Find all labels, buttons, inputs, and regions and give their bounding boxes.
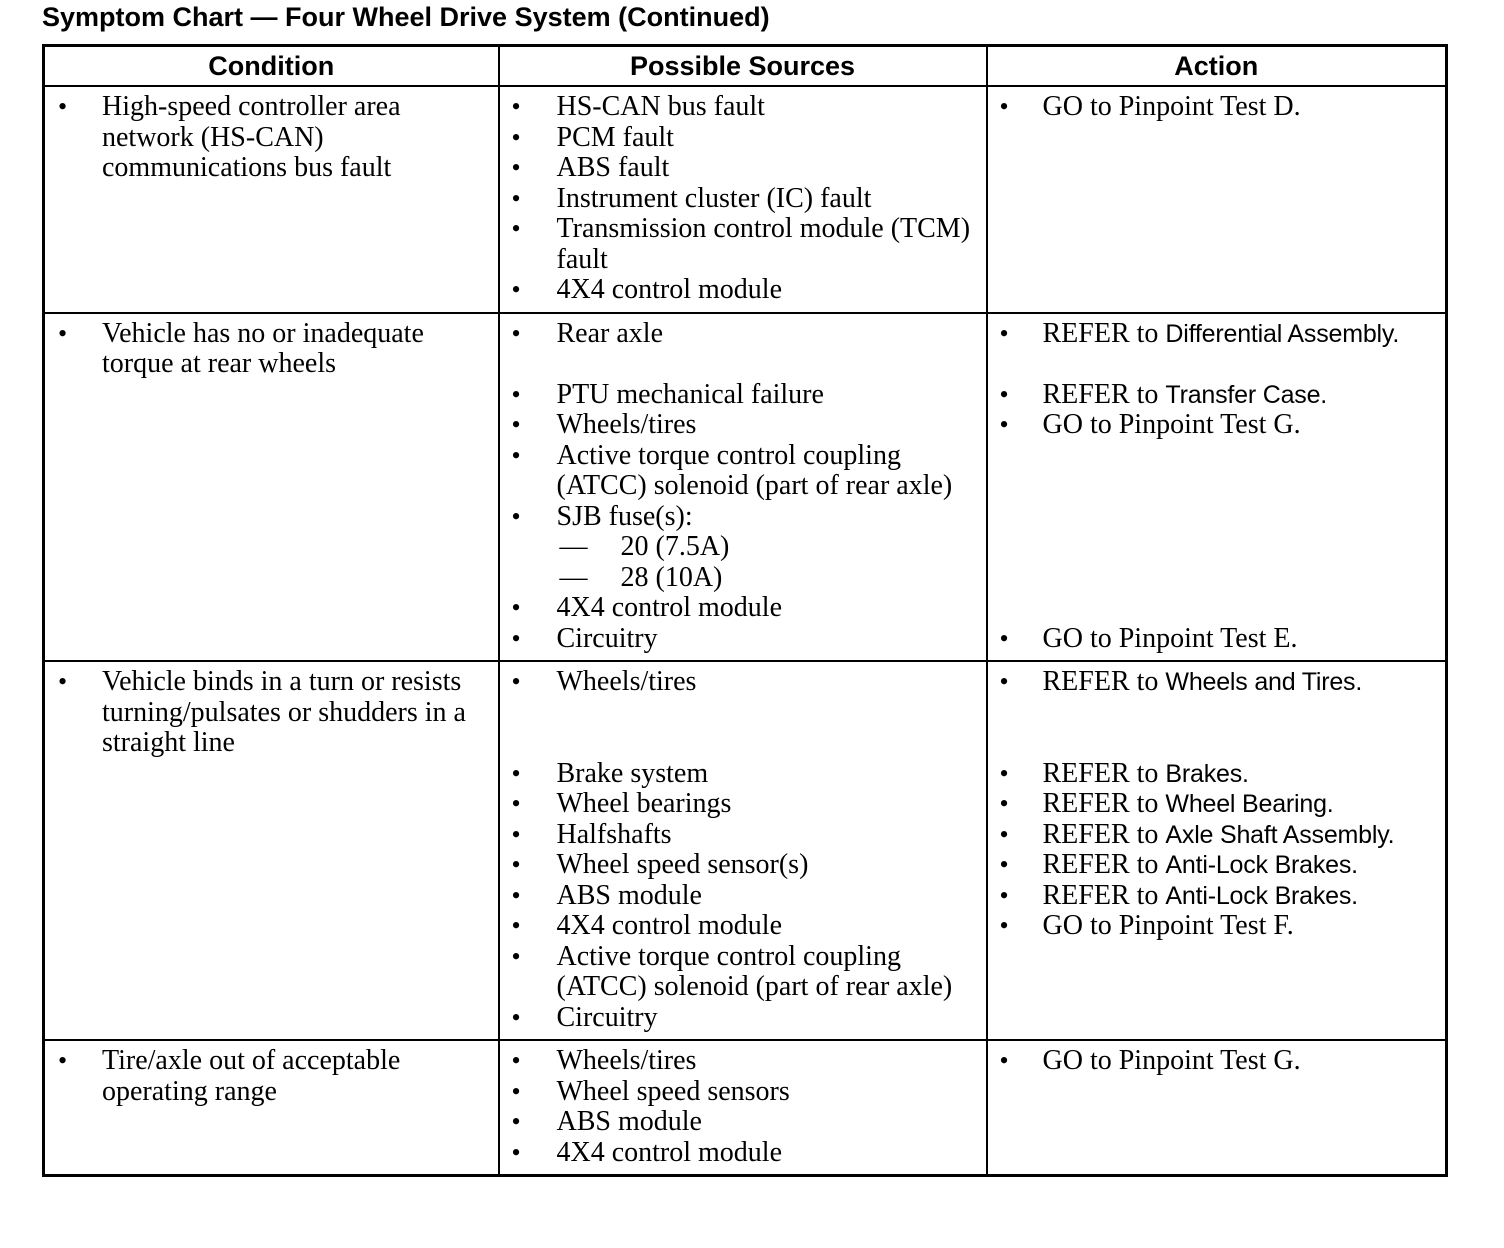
bullet: • (999, 880, 1009, 910)
chart-title: Symptom Chart — Four Wheel Drive System (Continued) (42, 2, 770, 32)
bullet: • (511, 1137, 521, 1167)
source-text: Active torque control coupling (ATCC) solenoid (part of rear axle) (556, 940, 953, 1002)
spacer (988, 349, 1446, 380)
reference-link[interactable]: Differential Assembly. (1165, 319, 1400, 348)
source-text: SJB fuse(s): (556, 500, 693, 532)
source-text: PCM fault (556, 121, 674, 153)
bullet: • (999, 410, 1009, 439)
action-verb: REFER to (1042, 378, 1159, 410)
source-item (500, 153, 986, 184)
condition-item (45, 667, 498, 759)
reference-link[interactable]: Anti-Lock Brakes. (1165, 851, 1358, 879)
action-verb: GO to Pinpoint Test G. (1042, 409, 1301, 440)
bullet: • (511, 667, 521, 696)
action-item (988, 319, 1446, 350)
bullet: • (511, 789, 521, 818)
source-item (500, 820, 986, 851)
bullet: • (999, 819, 1009, 849)
reference-link[interactable]: Brakes. (1165, 759, 1249, 788)
condition-text: High-speed controller area network (HS-CAN) communications bus fault (102, 91, 401, 183)
action-item (988, 850, 1446, 881)
action-cell (987, 1040, 1447, 1176)
action-item (988, 624, 1446, 655)
source-text: Halfshafts (556, 818, 672, 850)
source-text: 20 (7.5A) (620, 531, 730, 562)
table-row (44, 313, 1447, 662)
action-cell (987, 661, 1447, 1040)
header-action: Action (987, 46, 1447, 87)
bullet: • (999, 911, 1009, 940)
bullet: • (999, 92, 1009, 121)
sources-cell (499, 661, 987, 1040)
action-verb: REFER to (1042, 849, 1159, 880)
dash: — (559, 561, 588, 593)
source-item (500, 881, 986, 912)
action-verb: GO to Pinpoint Test D. (1042, 91, 1301, 122)
bullet: • (511, 318, 521, 348)
bullet: • (511, 410, 521, 439)
spacer (500, 698, 986, 759)
bullet: • (511, 153, 521, 182)
condition-cell (44, 1040, 499, 1176)
source-text: PTU mechanical failure (556, 378, 824, 410)
bullet: • (511, 214, 521, 243)
action-item (988, 380, 1446, 411)
bullet: • (511, 183, 521, 213)
action-item (988, 759, 1446, 790)
source-item (500, 410, 986, 441)
bullet: • (999, 850, 1009, 879)
source-text: 4X4 control module (556, 910, 783, 941)
source-text: Circuitry (556, 622, 658, 654)
action-item (988, 911, 1446, 942)
condition-item (45, 1046, 498, 1107)
bullet: • (511, 880, 521, 910)
table-row (44, 86, 1447, 313)
source-text: Wheels/tires (556, 666, 697, 697)
source-subitem (500, 563, 986, 594)
source-item (500, 850, 986, 881)
action-item (988, 1046, 1446, 1077)
bullet: • (511, 1002, 521, 1032)
source-item (500, 593, 986, 624)
source-item (500, 1046, 986, 1077)
source-text: Brake system (556, 757, 709, 789)
source-item (500, 214, 986, 275)
bullet: • (58, 1046, 68, 1075)
source-item (500, 123, 986, 154)
action-verb: REFER to (1042, 818, 1159, 850)
action-verb: REFER to (1042, 757, 1159, 789)
condition-cell (44, 661, 499, 1040)
source-text: Active torque control coupling (ATCC) solenoid (part of rear axle) (556, 439, 953, 501)
bullet: • (511, 819, 521, 849)
source-item (500, 92, 986, 123)
header-row (44, 46, 1447, 87)
bullet: • (511, 379, 521, 409)
header-possible-sources: Possible Sources (499, 46, 987, 87)
bullet: • (999, 379, 1009, 409)
source-item (500, 380, 986, 411)
bullet: • (999, 623, 1009, 653)
condition-item (45, 319, 498, 380)
reference-link[interactable]: Wheel Bearing. (1165, 790, 1334, 818)
action-verb: REFER to (1042, 666, 1159, 697)
reference-link[interactable]: Axle Shaft Assembly. (1165, 820, 1395, 849)
bullet: • (511, 122, 521, 152)
header-condition: Condition (44, 46, 499, 87)
bullet: • (511, 1076, 521, 1106)
source-text: 4X4 control module (556, 592, 783, 623)
action-item (988, 410, 1446, 441)
sources-cell (499, 1040, 987, 1176)
source-item (500, 624, 986, 655)
action-verb: GO to Pinpoint Test E. (1042, 622, 1298, 654)
source-item (500, 942, 986, 1003)
bullet: • (511, 92, 521, 121)
action-verb: GO to Pinpoint Test G. (1042, 1045, 1301, 1076)
condition-text: Vehicle binds in a turn or resists turning/pulsates or shudders in a straight line (102, 666, 466, 758)
source-text: ABS module (556, 879, 702, 911)
source-item (500, 1003, 986, 1034)
source-item (500, 502, 986, 533)
source-text: Wheels/tires (556, 1045, 697, 1076)
bullet: • (511, 850, 521, 879)
source-text: ABS module (556, 1106, 702, 1137)
source-text: Rear axle (556, 317, 663, 349)
source-text: 4X4 control module (556, 1136, 783, 1168)
source-text: 28 (10A) (620, 561, 723, 593)
source-subitem (500, 532, 986, 563)
source-text: Wheel speed sensors (556, 1075, 790, 1107)
source-text: Wheels/tires (556, 409, 697, 440)
action-item (988, 881, 1446, 912)
source-text: Wheel bearings (556, 788, 732, 819)
action-cell (987, 313, 1447, 662)
action-item (988, 820, 1446, 851)
source-item (500, 319, 986, 350)
bullet: • (511, 941, 521, 971)
source-text: HS-CAN bus fault (556, 91, 765, 122)
bullet: • (999, 789, 1009, 818)
bullet: • (999, 758, 1009, 788)
source-text: ABS fault (556, 152, 670, 183)
source-item (500, 1077, 986, 1108)
source-item (500, 667, 986, 698)
source-text: 4X4 control module (556, 274, 783, 305)
spacer (988, 441, 1446, 624)
action-verb: REFER to (1042, 317, 1159, 349)
bullet: • (511, 275, 521, 304)
action-item (988, 667, 1446, 698)
action-item (988, 92, 1446, 123)
source-item (500, 759, 986, 790)
source-item (500, 1138, 986, 1169)
condition-item (45, 92, 498, 184)
sources-cell (499, 86, 987, 313)
source-item (500, 1107, 986, 1138)
bullet: • (511, 623, 521, 653)
action-item (988, 789, 1446, 820)
sources-cell (499, 313, 987, 662)
bullet: • (58, 318, 68, 348)
spacer (500, 349, 986, 380)
bullet: • (511, 911, 521, 940)
bullet: • (511, 758, 521, 788)
dash: — (559, 531, 588, 562)
action-cell (987, 86, 1447, 313)
action-verb: GO to Pinpoint Test F. (1042, 910, 1294, 941)
source-text: Transmission control module (TCM) fault (556, 213, 971, 275)
table-row (44, 1040, 1447, 1176)
bullet: • (511, 593, 521, 622)
table-row (44, 661, 1447, 1040)
condition-cell (44, 86, 499, 313)
bullet: • (58, 667, 68, 696)
condition-cell (44, 313, 499, 662)
source-item (500, 441, 986, 502)
source-text: Wheel speed sensor(s) (556, 849, 809, 880)
source-item (500, 789, 986, 820)
spacer (988, 698, 1446, 759)
action-verb: REFER to (1042, 879, 1159, 911)
source-item (500, 275, 986, 306)
reference-link[interactable]: Transfer Case. (1165, 380, 1328, 409)
source-item (500, 911, 986, 942)
bullet: • (999, 667, 1009, 696)
bullet: • (999, 1046, 1009, 1075)
bullet: • (511, 440, 521, 470)
bullet: • (511, 1107, 521, 1136)
source-item (500, 184, 986, 215)
source-text: Circuitry (556, 1001, 658, 1033)
bullet: • (511, 1046, 521, 1075)
condition-text: Vehicle has no or inadequate torque at rear wheels (102, 317, 424, 379)
source-text: Instrument cluster (IC) fault (556, 182, 872, 214)
reference-link[interactable]: Anti-Lock Brakes. (1165, 881, 1358, 910)
condition-text: Tire/axle out of acceptable operating range (102, 1045, 401, 1107)
reference-link[interactable]: Wheels and Tires. (1165, 668, 1363, 696)
bullet: • (999, 318, 1009, 348)
bullet: • (58, 92, 68, 121)
action-verb: REFER to (1042, 788, 1159, 819)
symptom-table (42, 44, 1448, 1177)
bullet: • (511, 501, 521, 531)
